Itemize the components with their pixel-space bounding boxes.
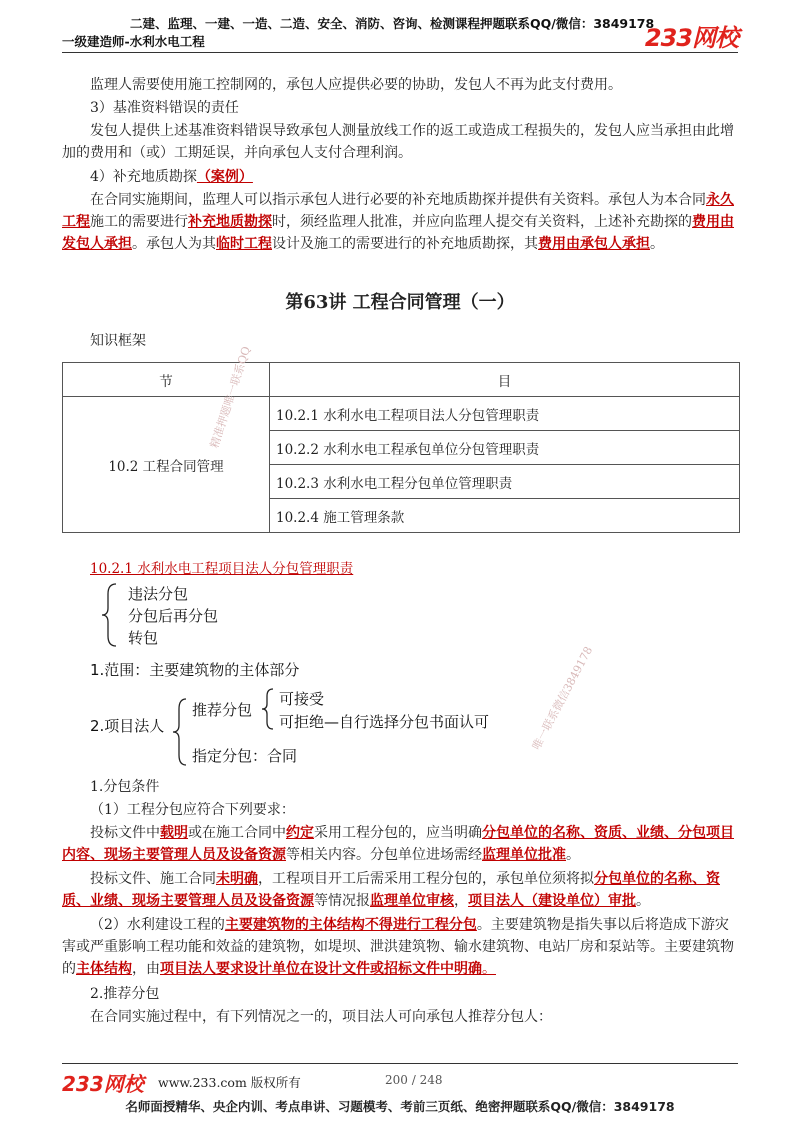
heading-subcontract-conditions: 1.分包条件 [90,779,160,795]
header-subject: 一级建造师-水利水电工程 [62,34,205,49]
text-segment: ，工程项目开工后需采用工程分包的，承包单位须将拟 [258,871,594,887]
footer-logo: 233网校 [62,1072,144,1096]
heading-supplementary-survey-text: 4）补充地质勘探 [90,169,197,185]
paragraph-condition-2 [62,914,738,980]
highlight-subcontractor-info: 分包单位的名称、资质、业绩、分包项目内容、现场主要管理人员及设备资源 [62,825,734,863]
table-header-section: 节 [63,363,270,397]
brace-icon [260,687,276,731]
paragraph-control-network: 监理人需要使用施工控制网的，承包人应提供必要的协助，发包人不再为此支付费用。 [90,77,622,93]
brace-icon [100,582,120,648]
list-item: 违法分包 [128,585,189,603]
text-segment: 时，须经监理人批准，并应向监理人提交有关资料，上述补充勘探的 [272,214,692,230]
text-segment: 在合同实施期间，监理人可以指示承包人进行必要的补充地质勘探并提供有关资料。承包人为本合同 [90,192,706,208]
highlight-supervisor-review: 监理单位审核 [370,893,454,909]
recommend-item: 可拒绝—自行选择分包书面认可 [279,713,490,731]
table-item-cell: 10.2.2 水利水电工程承包单位分包管理职责 [270,431,740,465]
table-row [63,397,740,431]
table-header-row [63,363,740,397]
text-segment: ， [454,893,468,909]
header-logo: 233网校 [644,24,738,52]
branch-recommended: 推荐分包 [192,701,253,719]
text-segment: 设计及施工的需要进行的补充地质勘探，其 [272,236,538,252]
highlight-employer-approval: 项目法人（建设单位）审批 [468,893,636,909]
highlight-supplementary-survey: 补充地质勘探 [188,214,272,230]
table-item-cell: 10.2.4 施工管理条款 [270,499,740,533]
footer-divider [62,1063,738,1064]
heading-recommended-subcontract: 2.推荐分包 [90,986,160,1002]
text-segment: 采用工程分包的，应当明确 [314,825,482,841]
list-item: 转包 [128,629,159,647]
highlight-main-structure: 主体结构 [76,961,132,977]
text-segment: 施工的需要进行 [90,214,188,230]
heading-supplementary-survey [62,166,738,188]
watermark-text: 唯一联系微信3849178 [529,644,596,753]
highlight-contractor-cost: 费用由承包人承担 [538,236,650,252]
case-tag: （案例） [196,169,253,185]
text-segment: 。 [482,961,496,977]
text-segment: 。 [650,236,664,252]
paragraph-supplementary-survey [62,189,738,255]
paragraph-condition-a [62,822,738,866]
text-segment: 。 [636,893,650,909]
text-segment: 投标文件、施工合同 [90,871,216,887]
text-segment: 投标文件中 [90,825,160,841]
brace-icon [170,697,190,767]
heading-conditions-1: （1）工程分包应符合下列要求： [90,802,295,818]
highlight-agreed: 约定 [286,825,314,841]
text-segment: 。主要建筑物是指失事以后将造成下游灾害或严重影响工程功能和效益的建筑物，如堤坝、泄洪建筑物、输水建筑物、电站厂房和泵站等。主要建筑物的 [62,917,734,977]
list-item: 分包后再分包 [128,607,219,625]
highlight-stated: 载明 [160,825,188,841]
highlight-main-structure-rule: 主要建筑物的主体结构不得进行工程分包 [224,917,477,933]
paragraph-baseline-error: 发包人提供上述基准资料错误导致承包人测量放线工作的返工或造成工程损失的，发包人应当承担由此增加的费用和（或）工期延误，并向承包人支付合理利润。 [62,123,734,161]
paragraph-condition-b [62,868,738,912]
highlight-temporary-works: 临时工程 [216,236,272,252]
text-segment: 。 [566,847,580,863]
mindmap-root-employer: 2.项目法人 [90,717,165,735]
footer-contact-line: 名师面授精华、央企内训、考点串讲、习题模考、考前三页纸、绝密押题联系QQ/微信：3849178 [125,1099,675,1114]
footer-copyright: www.233.com 版权所有 [158,1075,301,1090]
framework-table [62,362,740,533]
highlight-subcontractor-info: 分包单位的名称、资质、业绩、现场主要管理人员及设备资源 [62,871,720,909]
table-item-cell: 10.2.3 水利水电工程分包单位管理职责 [270,465,740,499]
text-segment: （2）水利建设工程的 [90,917,225,933]
lecture-title: 第63讲 工程合同管理（一） [285,292,515,313]
text-segment: 。承包人为其 [132,236,216,252]
recommend-item: 可接受 [279,690,325,708]
text-segment: 等相关内容。分包单位进场需经 [286,847,482,863]
highlight-not-specified: 未明确 [216,871,258,887]
watermark-text: 精准押题唯一联系QQ [207,344,254,450]
heading-baseline-error: 3）基准资料错误的责任 [90,100,239,116]
header-divider [62,52,738,53]
section-subtitle: 10.2.1 水利水电工程项目法人分包管理职责 [90,561,354,577]
table-header-item: 目 [270,363,740,397]
highlight-design-requirement: 项目法人要求设计单位在设计文件或招标文件中明确 [160,961,482,977]
header-contact-line: 二建、监理、一建、一造、二造、安全、消防、咨询、检测课程押题联系QQ/微信：3849178 [130,16,655,31]
scope-line: 1.范围：主要建筑物的主体部分 [90,661,300,679]
page-number: 200 / 248 [385,1073,443,1087]
text-segment: ，由 [132,961,160,977]
text-segment: 或在施工合同中 [188,825,286,841]
text-segment: 等情况报 [314,893,370,909]
highlight-supervisor-approval: 监理单位批准 [482,847,566,863]
table-section-cell: 10.2 工程合同管理 [63,397,270,533]
branch-designated: 指定分包：合同 [192,747,298,765]
framework-label: 知识框架 [90,333,146,349]
highlight-employer-cost: 费用由发包人承担 [62,214,734,252]
table-item-cell: 10.2.1 水利水电工程项目法人分包管理职责 [270,397,740,431]
highlight-permanent-works: 永久工程 [62,192,734,230]
paragraph-recommended-subcontract: 在合同实施过程中，有下列情况之一的，项目法人可向承包人推荐分包人： [90,1009,552,1025]
